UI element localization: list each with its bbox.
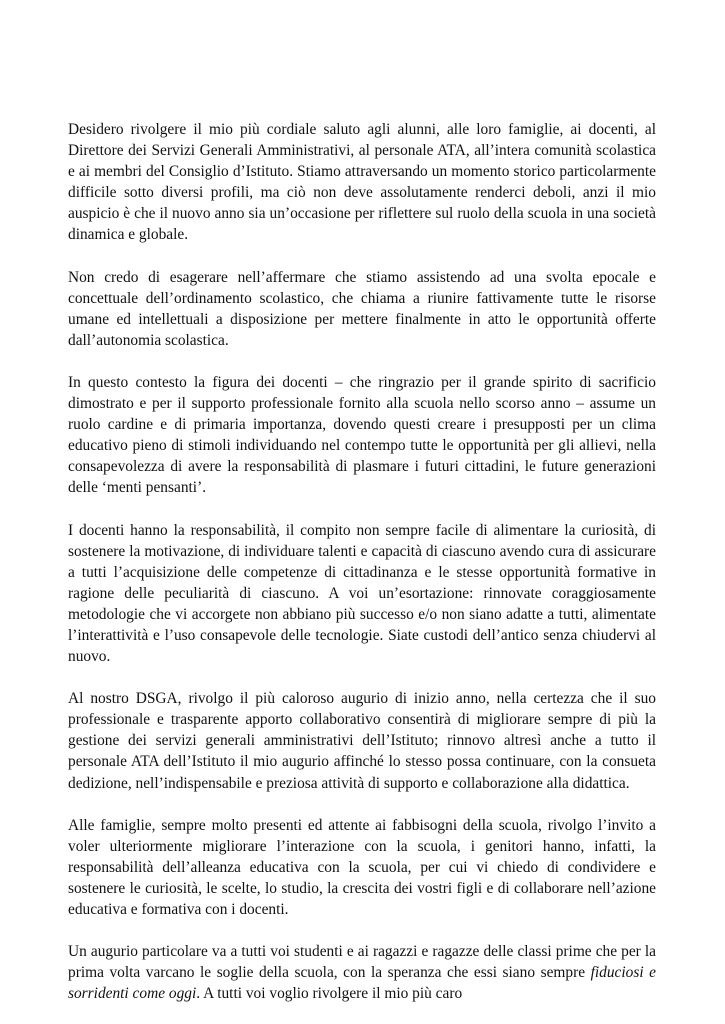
paragraph-students-italic-phrase: fiduciosi e sorridenti come oggi bbox=[68, 964, 656, 1003]
paragraph-families: Alle famiglie, sempre molto presenti ed attente ai fabbisogni della scuola, rivolgo l’invito a voler ulteriormente migliorare l’interazione con la scuola, i genitori hanno, infatti, la responsabilità dell’alleanza educativa con la scuola, per cui vi chiedo di condividere e sostenere le curiosità, le scelte, lo studio, la crescita dei vostri figli e di collaborare nell’azione educativa e formativa con i docenti. bbox=[68, 816, 656, 918]
paragraph-students bbox=[68, 941, 656, 1004]
document-page bbox=[68, 119, 656, 1004]
paragraph-teachers-role: In questo contesto la figura dei docenti – che ringrazio per il grande spirito di sacrificio dimostrato e per il supporto professionale fornito alla scuola nello scorso anno – assume un ruolo cardine e di primaria importanza, dovendo questi creare i presupposti per un clima educativo pieno di stimoli individuando nel contempo tutte le opportunità per gli allievi, nella consapevolezza di avere la responsabilità di plasmare i futuri cittadini, le future generazioni delle ‘menti pensanti’. bbox=[68, 373, 656, 497]
paragraph-students-text-start: Un augurio particolare va a tutti voi studenti e ai ragazzi e ragazze delle classi prime che per la prima volta varcano le soglie della scuola, con la speranza che essi siano sempre bbox=[68, 943, 656, 982]
paragraph-greeting: Desidero rivolgere il mio più cordiale saluto agli alunni, alle loro famiglie, ai docenti, al Direttore dei Servizi Generali Amministrativi, al personale ATA, all’intera comunità scolastica e ai membri del Consiglio d’Istituto. Stiamo attraversando un momento storico particolarmente difficile sotto diversi profili, ma ciò non deve assolutamente renderci deboli, anzi il mio auspicio è che il nuovo anno sia un’occasione per riflettere sul ruolo della scuola in una società dinamica e globale. bbox=[68, 121, 656, 244]
paragraph-dsga: Al nostro DSGA, rivolgo il più caloroso augurio di inizio anno, nella certezza che il suo professionale e trasparente apporto collaborativo consentirà di migliorare sempre di più la gestione dei servizi generali amministrativi dell’Istituto; rinnovo altresì anche a tutto il personale ATA dell’Istituto il mio augurio affinché lo stesso possa continuare, con la consueta dedizione, nell’indispensabile e preziosa attività di supporto e collaborazione alla didattica. bbox=[68, 690, 656, 792]
paragraph-teachers-responsibility: I docenti hanno la responsabilità, il compito non sempre facile di alimentare la curiosità, di sostenere la motivazione, di individuare talenti e capacità di ciascuno avendo cura di assicurare a tutti l’acquisizione delle competenze di cittadinanza e le stesse opportunità formative in ragione delle peculiarità di ciascuno. A voi un’esortazione: rinnovate coraggiosamente metodologie che vi accorgete non abbiano più successo e/o non siano adatte a tutti, alimentate l’interattività e l’uso consapevole delle tecnologie. Siate custodi dell’antico senza chiudervi al nuovo. bbox=[68, 521, 656, 666]
paragraph-students-text-end: . A tutti voi voglio rivolgere il mio più caro bbox=[196, 985, 463, 1003]
paragraph-school-order: Non credo di esagerare nell’affermare che stiamo assistendo ad una svolta epocale e concettuale dell’ordinamento scolastico, che chiama a riunire fattivamente tutte le risorse umane ed intellettuali a disposizione per mettere finalmente in atto le opportunità offerte dall’autonomia scolastica. bbox=[68, 268, 656, 349]
